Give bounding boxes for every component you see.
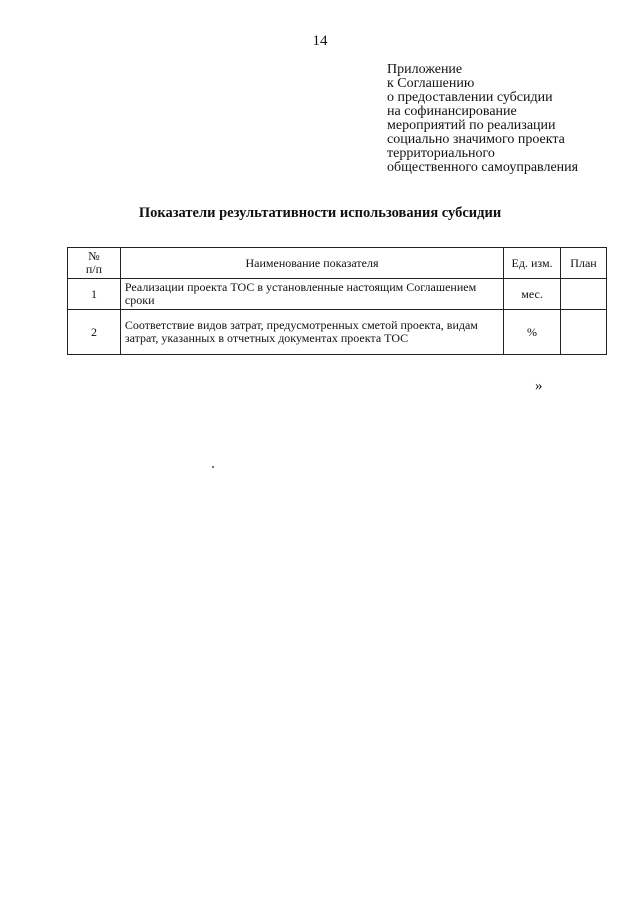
row-plan[interactable] <box>561 310 607 355</box>
table-row <box>68 310 607 355</box>
row-plan[interactable] <box>561 279 607 310</box>
header-unit: Ед. изм. <box>504 248 561 279</box>
table-row <box>68 279 607 310</box>
appendix-line: территориального <box>387 146 495 161</box>
page-number: 14 <box>312 33 328 49</box>
indicators-table <box>67 247 607 355</box>
appendix-line: на софинансирование <box>387 104 517 119</box>
appendix-line: Приложение <box>387 62 463 77</box>
scan-dot <box>212 466 214 468</box>
header-number <box>68 248 121 279</box>
row-number: 2 <box>68 310 121 355</box>
appendix-block <box>387 63 627 175</box>
header-plan: План <box>561 248 607 279</box>
row-number: 1 <box>68 279 121 310</box>
row-unit: мес. <box>504 279 561 310</box>
document-title: Показатели результативности использования субсидии <box>138 205 502 221</box>
header-name: Наименование показателя <box>120 248 503 279</box>
row-name: Реализации проекта ТОС в установленные настоящим Соглашением сроки <box>120 279 503 310</box>
appendix-line: общественного самоуправления <box>387 160 579 175</box>
row-name: Соответствие видов затрат, предусмотренных сметой проекта, видам затрат, указанных в отчетных документах проекта ТОС <box>120 310 503 355</box>
appendix-line: о предоставлении субсидии <box>387 90 553 105</box>
row-unit: % <box>504 310 561 355</box>
appendix-line: социально значимого проекта <box>387 132 565 147</box>
header-number-label: п/п <box>85 262 103 276</box>
header-number-symbol: № <box>88 249 100 263</box>
appendix-line: мероприятий по реализации <box>387 118 556 133</box>
closing-quote: » <box>535 378 543 394</box>
appendix-line: к Соглашению <box>387 76 475 91</box>
table-header-row <box>68 248 607 279</box>
